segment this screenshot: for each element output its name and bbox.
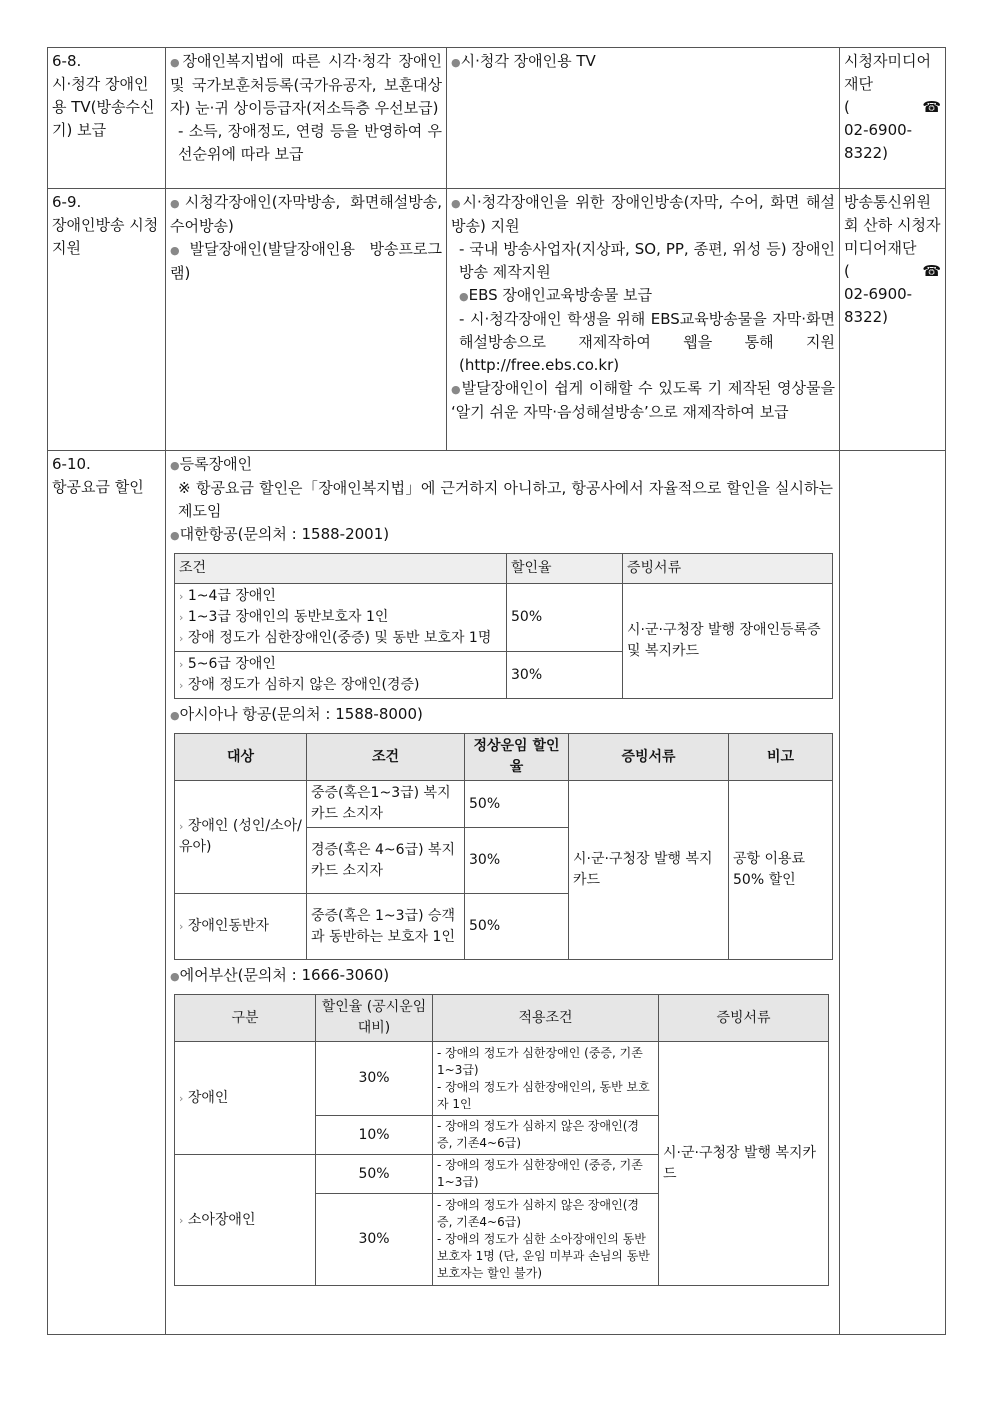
arrow-icon: › — [179, 590, 184, 603]
target-cell: ●시청각장애인(자막방송, 화면해설방송, 수어방송) ●발달장애인(발달장애인용 방송프로그램) — [166, 189, 447, 451]
bullet-icon: ● — [451, 383, 462, 396]
bullet-icon: ● — [170, 970, 180, 983]
service-id: 6-8. — [52, 52, 82, 70]
airbusan-title: 에어부산(문의처 : 1666-3060) — [179, 966, 390, 984]
arrow-icon: › — [179, 1213, 184, 1227]
arrow-icon: › — [179, 658, 184, 671]
korean-air-title: 대한항공(문의처 : 1588-2001) — [179, 525, 390, 543]
arrow-icon: › — [179, 920, 184, 933]
arrow-icon: › — [179, 611, 184, 624]
korean-air-table: 조건 할인율 증빙서류 › 1~4급 장애인 › 1~3급 장애인의 동반보호자 1인 › 장애 정도가 심한장애인(중증) 및 동반 보호자 1명 50% 시·군·구청장 발행 장애인등록증 및 복지카드 › 5~6급 장애인 › 장애 정도가 심하지 않은 장애인(경증) 30% — [174, 553, 833, 699]
bullet-icon: ● — [459, 290, 469, 303]
bullet-icon: ● — [170, 709, 180, 722]
arrow-icon: › — [179, 820, 184, 833]
agency-cell: 시청자미디어재단 ( ☎ 02-6900-8322) — [840, 48, 946, 189]
content-item: ●시·청각 장애인용 TV — [451, 52, 596, 70]
agency-name: 시청자미디어재단 — [844, 52, 931, 93]
bullet-icon: ● — [170, 197, 185, 210]
content-cell — [447, 48, 840, 189]
bullet-icon: ● — [170, 244, 190, 257]
service-id: 6-10. — [52, 455, 91, 473]
airfare-content: ●등록장애인 ※ 항공요금 할인은「장애인복지법」에 근거하지 아니하고, 항공사에서 자율적으로 할인을 실시하는 제도임 ●대한항공(문의처 : 1588-2001) 조건 할인율 증빙서류 › 1~4급 장애인 › 1~3급 장애인의 동반보호자 1인 › 장애 정도가 심한장애인(중증) 및 동반 보호자 1명 50% 시·군·구청장 발행 장애인등록증 및 복지카드 › 5~6급 장애인 › 장애 정도가 심하지 않은 장애인(경증) 30% ●아시아나 항공(문의처 : 1588-8000) 대상 조건 정상운임 할인율 증빙서류 비고 › 장애인 (성인/소아/유아) 중증(혹은1~3급) 복지카드 소지자 50% 시·군·구청장 발행 복지카드 공항 이용료 50% 할인 경증(혹은 4~6급) 복지 카드 소지자 30% › 장애인동반자 중증(혹은 1~3급) 승객과 동반하는 보호자 1인 50% ●에어부산(문의처 : 1666-3060) 구분 할인율 (공시운임대비) 적용조건 증빙서류 › 장애인 30% - 장애의 정도가 심한장애인 (중증, 기존1~3급) - 장애의 정도가 심한장애인의, 동반 보호자 1인 시·군·구청장 발행 복지카드 10% - 장애의 정도가 심하지 않은 장애인(경증, 기존4~6급) › 소아장애인 50% - 장애의 정도가 심한장애인 (중증, 기존1~3급) 30% - 장애의 정도가 심하지 않은 장애인(경증, 기존4~6급) - 장애의 정도가 심한 소아장애인의 동반 보호자 1명 (단, 운임 미부과 손님의 동반 보호자는 할인 불가) — [166, 451, 840, 1335]
condition-list: › 1~4급 장애인 › 1~3급 장애인의 동반보호자 1인 › 장애 정도가 심한장애인(중증) 및 동반 보호자 1명 — [175, 584, 507, 652]
service-id: 6-9. — [52, 193, 82, 211]
target-cell — [166, 48, 447, 189]
service-name: 장애인방송 시청 지원 — [52, 216, 159, 257]
airbusan-table: 구분 할인율 (공시운임대비) 적용조건 증빙서류 › 장애인 30% - 장애의 정도가 심한장애인 (중증, 기존1~3급) - 장애의 정도가 심한장애인의, 동반 보호자 1인 시·군·구청장 발행 복지카드 10% - 장애의 정도가 심하지 않은 장애인(경증, 기존4~6급) › 소아장애인 50% - 장애의 정도가 심한장애인 (중증, 기존1~3급) 30% - 장애의 정도가 심하지 않은 장애인(경증, 기존4~6급) - 장애의 정도가 심한 소아장애인의 동반 보호자 1명 (단, 운임 미부과 손님의 동반 보호자는 할인 불가) — [174, 994, 829, 1286]
row-6-8 — [48, 48, 946, 189]
arrow-icon: › — [179, 679, 184, 692]
phone-icon: ☎ — [922, 262, 941, 280]
asiana-table: 대상 조건 정상운임 할인율 증빙서류 비고 › 장애인 (성인/소아/유아) 중증(혹은1~3급) 복지카드 소지자 50% 시·군·구청장 발행 복지카드 공항 이용료 50% 할인 경증(혹은 4~6급) 복지 카드 소지자 30% › 장애인동반자 중증(혹은 1~3급) 승객과 동반하는 보호자 1인 50% — [174, 733, 833, 960]
service-id-cell — [48, 48, 166, 189]
service-name: 시·청각 장애인용 TV(방송수신기) 보급 — [52, 75, 155, 139]
phone-number: 02-6900-8322) — [844, 121, 913, 162]
bullet-icon: ● — [170, 56, 183, 69]
bullet-icon: ● — [170, 459, 180, 472]
phone-icon: ☎ — [922, 98, 941, 116]
welfare-table — [47, 47, 946, 1335]
asiana-title: 아시아나 항공(문의처 : 1588-8000) — [179, 705, 423, 723]
row-6-9: 6-9. 장애인방송 시청 지원 ●시청각장애인(자막방송, 화면해설방송, 수어방송) ●발달장애인(발달장애인용 방송프로그램) ●시·청각장애인을 위한 장애인방송(자막, 수어, 화면 해설방송) 지원 - 국내 방송사업자(지상파, SO, PP, 종편, 위성 등) 장애인방송 제작지원 ●EBS 장애인교육방송물 보급 - 시·청각장애인 학생을 위해 EBS교육방송물을 자막·화면해설방송으로 재제작하여 웹을 통해 지원(http://free.ebs.co.kr) ●발달장애인이 쉽게 이해할 수 있도록 기 제작된 영상물을 ‘알기 쉬운 자막·음성해설방송’으로 재제작하여 보급 방송통신위원회 산하 시청자미디어재단 ( ☎ 02-6900-8322) — [48, 189, 946, 451]
airfare-note: ※ 항공요금 할인은「장애인복지법」에 근거하지 아니하고, 항공사에서 자율적으로 할인을 실시하는 제도임 — [178, 479, 833, 520]
bullet-icon: ● — [451, 197, 463, 210]
bullet-icon: ● — [451, 56, 461, 69]
target-item: - 소득, 장애정도, 연령 등을 반영하여 우선순위에 따라 보급 — [178, 122, 442, 163]
bullet-icon: ● — [170, 529, 180, 542]
target-item: ●장애인복지법에 따른 시각·청각 장애인 및 국가보훈처등록(국가유공자, 보훈대상자) 눈·귀 상이등급자(저소득층 우선보급) — [170, 52, 442, 117]
agency-cell-empty — [840, 451, 946, 1335]
arrow-icon: › — [179, 632, 184, 645]
phone-number: 02-6900-8322) — [844, 285, 913, 326]
agency-name: 방송통신위원회 산하 시청자미디어재단 — [844, 193, 941, 257]
row-6-10 — [48, 451, 946, 1335]
content-cell: ●시·청각장애인을 위한 장애인방송(자막, 수어, 화면 해설방송) 지원 - 국내 방송사업자(지상파, SO, PP, 종편, 위성 등) 장애인방송 제작지원 ●EBS 장애인교육방송물 보급 - 시·청각장애인 학생을 위해 EBS교육방송물을 자막·화면해설방송으로 재제작하여 웹을 통해 지원(http://free.ebs.co.kr) ●발달장애인이 쉽게 이해할 수 있도록 기 제작된 영상물을 ‘알기 쉬운 자막·음성해설방송’으로 재제작하여 보급 — [447, 189, 840, 451]
arrow-icon: › — [179, 1091, 184, 1105]
service-name: 항공요금 할인 — [52, 478, 144, 496]
